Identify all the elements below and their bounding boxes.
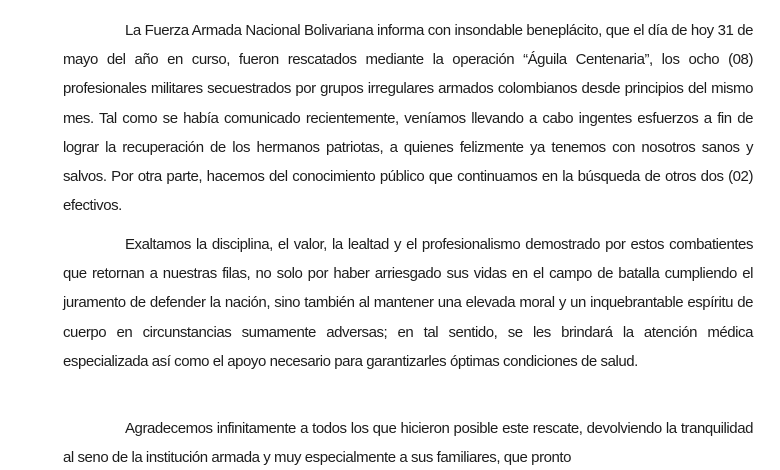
paragraph-1 bbox=[63, 16, 753, 220]
paragraph-3 bbox=[63, 414, 753, 470]
paragraph-1-text: La Fuerza Armada Nacional Bolivariana informa con insondable beneplácito, que el día de hoy 31 de mayo del año en curso, fueron rescatados mediante la operación “Águila Centenaria”, los ocho (08) profesionales militares secuestrados por grupos irregulares armados colombianos desde principios del mismo mes. Tal como se había comunicado recientemente, veníamos llevando a cabo ingentes esfuerzos a fin de lograr la recuperación de los hermanos patriotas, a quienes felizmente ya tenemos con nosotros sanos y salvos. Por otra parte, hacemos del conocimiento público que continuamos en la búsqueda de otros dos (02) efectivos. bbox=[63, 22, 753, 215]
paragraph-3-text: Agradecemos infinitamente a todos los que hicieron posible este rescate, devolviendo la tranquilidad al seno de la institución armada y muy especialmente a sus familiares, que pronto bbox=[63, 420, 753, 467]
paragraph-2 bbox=[63, 230, 753, 376]
paragraph-2-text: Exaltamos la disciplina, el valor, la lealtad y el profesionalismo demostrado por estos combatientes que retornan a nuestras filas, no solo por haber arriesgado sus vidas en el campo de batalla cumpliendo el juramento de defender la nación, sino también al mantener una elevada moral y un inquebrantable espíritu de cuerpo en circunstancias sumamente adversas; en tal sentido, se les brindará la atención médica especializada así como el apoyo necesario para garantizarles óptimas condiciones de salud. bbox=[63, 236, 753, 370]
